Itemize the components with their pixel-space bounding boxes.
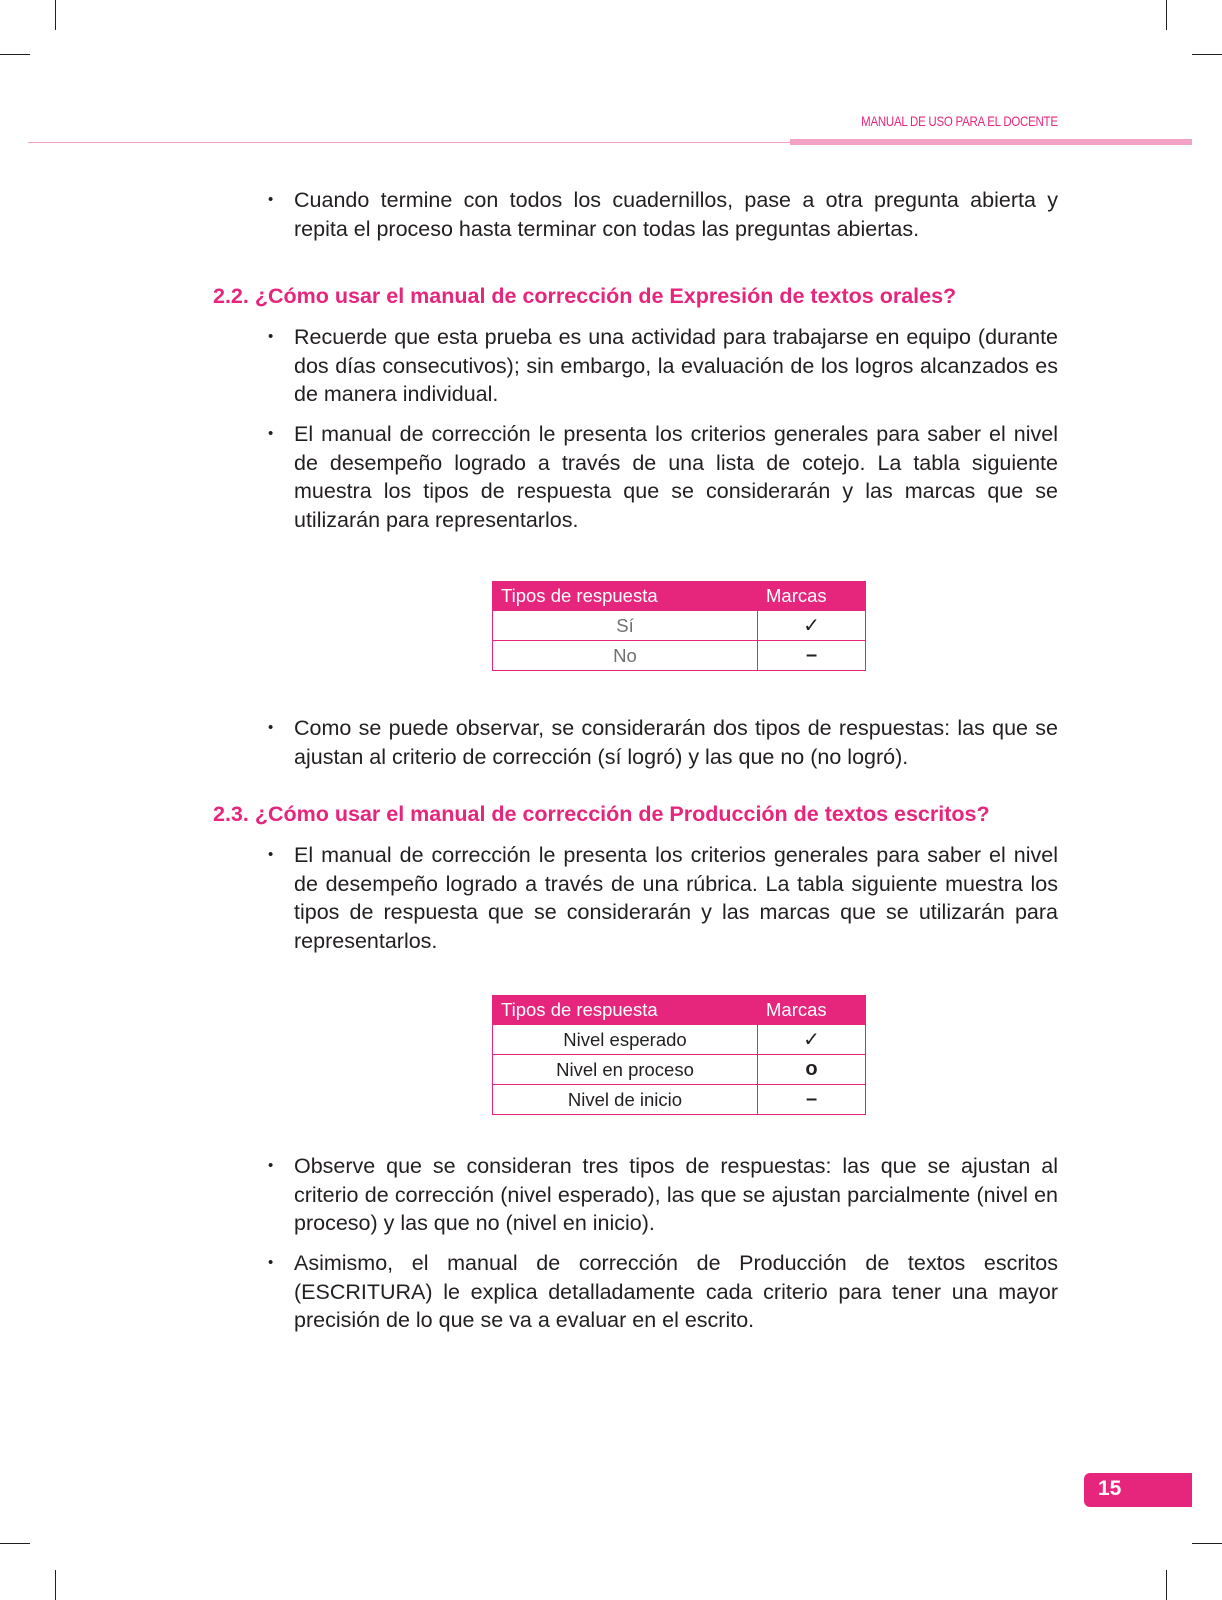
page-number: 15 <box>1098 1477 1122 1500</box>
list-item-text: Recuerde que esta prueba es una actividad para trabajarse en equipo (durante dos días consecutivos); sin embargo, la evaluación de los logros alcanzados es de manera individual. <box>294 325 1058 406</box>
list-item <box>268 841 1058 955</box>
list-item <box>268 420 1058 534</box>
crop-mark <box>1166 0 1167 30</box>
list-item <box>268 186 1058 243</box>
bullet-icon: • <box>268 846 274 863</box>
mark-cell: – <box>758 1085 866 1115</box>
list-item-text: Como se puede observar, se considerarán dos tipos de respuestas: las que se ajustan al criterio de corrección (sí logró) y las que no (no logró). <box>294 716 1058 769</box>
response-type-cell: No <box>493 641 758 671</box>
header-band <box>790 139 1192 145</box>
mark-cell: o <box>758 1055 866 1085</box>
table-row <box>493 641 866 671</box>
column-header: Tipos de respuesta <box>493 582 758 611</box>
list-item-text: El manual de corrección le presenta los criterios generales para saber el nivel de desempeño logrado a través de una rúbrica. La tabla siguiente muestra los tipos de respuesta que se considerarán y las marcas que se utilizarán para representarlos. <box>294 843 1058 953</box>
mark-cell: – <box>758 641 866 671</box>
bullet-icon: • <box>268 425 274 442</box>
crop-mark <box>0 1543 30 1544</box>
running-header: MANUAL DE USO PARA EL DOCENTE <box>861 113 1058 129</box>
crop-mark <box>1192 54 1222 55</box>
crop-mark <box>1166 1570 1167 1600</box>
section-heading: 2.2. ¿Cómo usar el manual de corrección de Expresión de textos orales? <box>213 284 957 308</box>
list-item <box>268 1249 1058 1335</box>
table-row <box>493 611 866 641</box>
crop-mark <box>55 1570 56 1600</box>
bullet-icon: • <box>268 191 274 208</box>
column-header: Marcas <box>758 582 866 611</box>
response-marks-table <box>492 581 866 671</box>
mark-cell: ✓ <box>758 1025 866 1055</box>
list-item <box>268 1152 1058 1238</box>
bullet-icon: • <box>268 1254 274 1271</box>
response-type-cell: Sí <box>493 611 758 641</box>
list-item-text: El manual de corrección le presenta los criterios generales para saber el nivel de desempeño logrado a través de una lista de cotejo. La tabla siguiente muestra los tipos de respuesta que se considerarán y las marcas que se utilizarán para representarlos. <box>294 422 1058 532</box>
mark-cell: ✓ <box>758 611 866 641</box>
table-row <box>493 1085 866 1115</box>
crop-mark <box>1192 1543 1222 1544</box>
section-heading: 2.3. ¿Cómo usar el manual de corrección de Producción de textos escritos? <box>213 802 990 826</box>
bullet-icon: • <box>268 719 274 736</box>
page-number-tab <box>1084 1473 1192 1507</box>
list-item-text: Cuando termine con todos los cuadernillos, pase a otra pregunta abierta y repita el proceso hasta terminar con todas las preguntas abiertas. <box>294 188 1058 241</box>
list-item <box>268 323 1058 409</box>
list-item <box>268 714 1058 771</box>
table-header-row <box>493 582 866 611</box>
bullet-icon: • <box>268 328 274 345</box>
bullet-icon: • <box>268 1157 274 1174</box>
crop-mark <box>55 0 56 30</box>
response-marks-table <box>492 995 866 1115</box>
crop-mark <box>0 54 30 55</box>
column-header: Tipos de respuesta <box>493 996 758 1025</box>
response-type-cell: Nivel de inicio <box>493 1085 758 1115</box>
table-row <box>493 1025 866 1055</box>
list-item-text: Observe que se consideran tres tipos de respuestas: las que se ajustan al criterio de corrección (nivel esperado), las que se ajustan parcialmente (nivel en proceso) y las que no (nivel en inicio). <box>294 1154 1058 1235</box>
response-type-cell: Nivel esperado <box>493 1025 758 1055</box>
table-row <box>493 1055 866 1085</box>
list-item-text: Asimismo, el manual de corrección de Producción de textos escritos (ESCRITURA) le explica detalladamente cada criterio para tener una mayor precisión de lo que se va a evaluar en el escrito. <box>294 1251 1058 1332</box>
column-header: Marcas <box>758 996 866 1025</box>
table-header-row <box>493 996 866 1025</box>
response-type-cell: Nivel en proceso <box>493 1055 758 1085</box>
